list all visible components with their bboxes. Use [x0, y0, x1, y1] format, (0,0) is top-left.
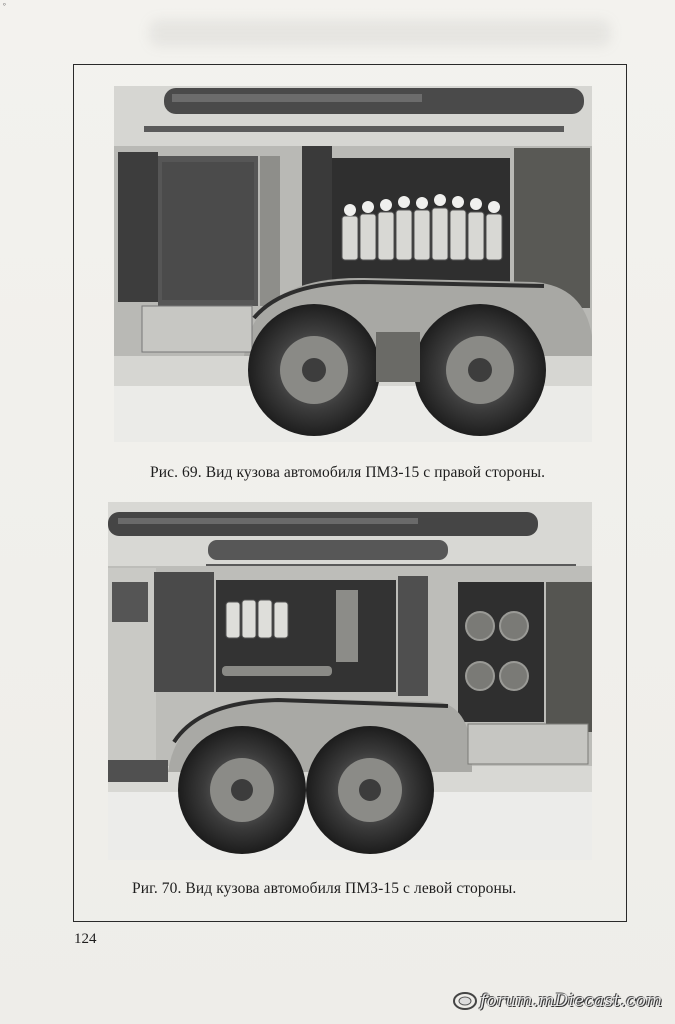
- watermark-text: forum.mDiecast.com: [480, 991, 663, 1011]
- scan-corner-mark: °: [3, 2, 6, 10]
- figure-70-caption: Риг. 70. Вид кузова автомобиля ПМЗ-15 с левой стороны.: [132, 880, 517, 897]
- figure-69-caption: Рис. 69. Вид кузова автомобиля ПМЗ-15 с правой стороны.: [150, 464, 546, 481]
- bleed-through-text: [150, 20, 610, 46]
- watermark-logo-icon: [452, 990, 478, 1012]
- forum-watermark: [452, 986, 668, 1016]
- fire-truck-left-side-illustration: [108, 502, 592, 860]
- figure-69-photo: [114, 86, 592, 442]
- figure-70-photo: [108, 502, 592, 860]
- page-number: 124: [74, 931, 97, 947]
- fire-truck-right-side-illustration: [114, 86, 592, 442]
